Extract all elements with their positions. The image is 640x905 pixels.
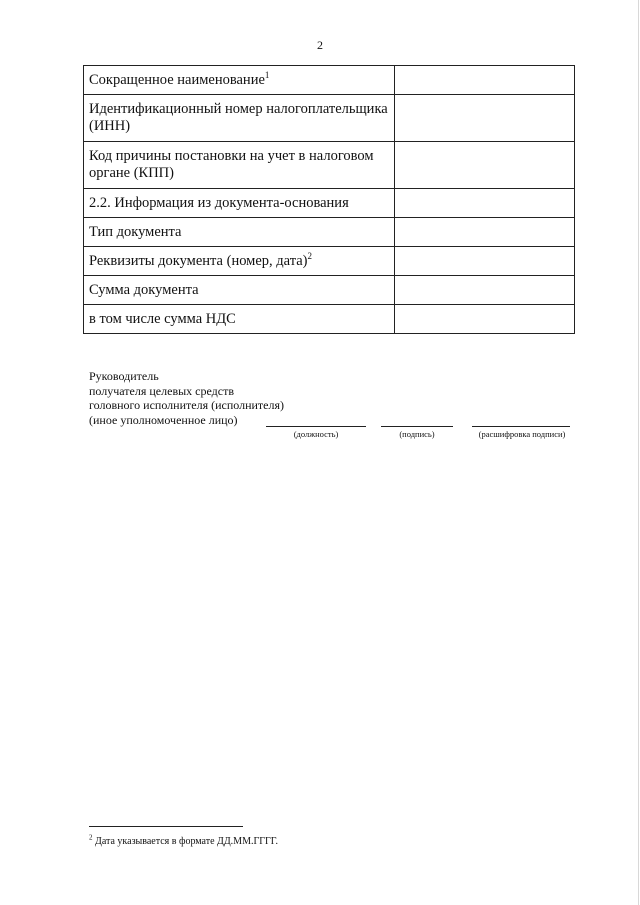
row-value[interactable]	[394, 66, 575, 95]
row-value[interactable]	[394, 95, 575, 142]
table-row	[84, 218, 575, 247]
row-value[interactable]	[394, 276, 575, 305]
footnote-mark: 1	[264, 69, 270, 80]
row-value[interactable]	[394, 305, 575, 334]
scan-edge	[638, 0, 639, 905]
table-row	[84, 247, 575, 276]
signature-block	[89, 369, 284, 427]
signature-line: Руководитель	[89, 369, 159, 383]
footnote-mark: 2	[89, 833, 93, 842]
signature-line: (иное уполномоченное лицо)	[89, 412, 238, 427]
signature-caption: (подпись)	[399, 429, 435, 439]
row-value[interactable]	[394, 247, 575, 276]
info-table	[83, 65, 575, 334]
table-row	[84, 95, 575, 142]
row-label: в том числе сумма НДС	[84, 305, 395, 334]
row-label: 2.2. Информация из документа-основания	[84, 189, 395, 218]
signature-field-line[interactable]	[381, 426, 453, 427]
row-value[interactable]	[394, 189, 575, 218]
footnote	[89, 833, 278, 847]
table-row	[84, 276, 575, 305]
footnote-mark: 2	[307, 250, 313, 261]
table-row	[84, 189, 575, 218]
name-line[interactable]	[472, 426, 570, 427]
position-line[interactable]	[266, 426, 366, 427]
footnote-divider	[89, 826, 243, 827]
footnote-text: Дата указывается в формате ДД.ММ.ГГГГ.	[95, 836, 278, 847]
page-number: 2	[317, 38, 323, 52]
table-row	[84, 142, 575, 189]
position-caption: (должность)	[293, 429, 339, 439]
row-value[interactable]	[394, 218, 575, 247]
name-caption: (расшифровка подписи)	[478, 429, 566, 439]
table-row	[84, 305, 575, 334]
row-label: Код причины постановки на учет в налоговом органе (КПП)	[84, 142, 395, 189]
row-label: Идентификационный номер налогоплательщика (ИНН)	[84, 95, 395, 142]
signature-line: головного исполнителя (исполнителя)	[89, 398, 284, 412]
signature-line: получателя целевых средств	[89, 383, 235, 398]
row-label: Сокращенное наименование$^1$	[84, 66, 395, 95]
row-label: Тип документа	[84, 218, 395, 247]
row-label: Сумма документа	[84, 276, 395, 305]
table-row	[84, 66, 575, 95]
row-label: Реквизиты документа (номер, дата)$^2$	[84, 247, 395, 276]
row-value[interactable]	[394, 142, 575, 189]
